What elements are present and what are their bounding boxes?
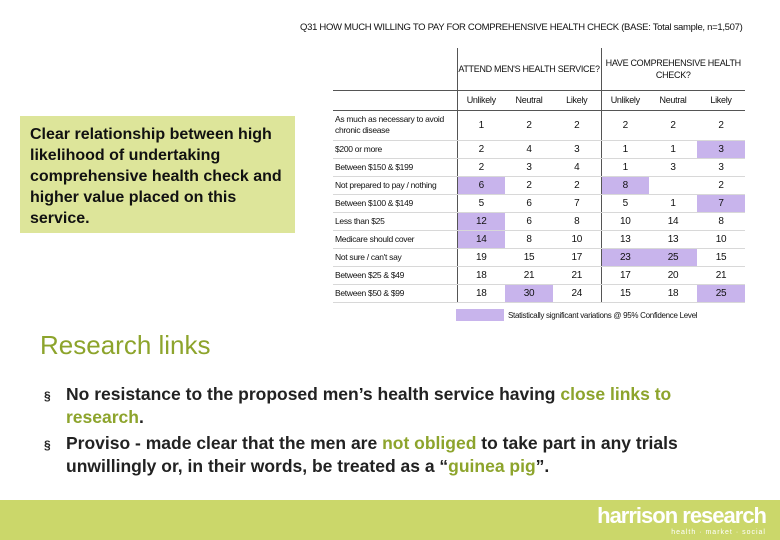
table-row <box>333 230 745 248</box>
table-cell: 3 <box>697 158 745 176</box>
table-cell: 18 <box>649 284 697 302</box>
table-cell: 2 <box>601 110 649 140</box>
table-cell: 2 <box>457 158 505 176</box>
row-label: Not sure / can't say <box>333 248 457 266</box>
bullet-text-part: No resistance to the proposed men’s health service having <box>66 384 561 404</box>
footer-bar <box>0 500 780 540</box>
subheader-cell: Unlikely <box>601 90 649 110</box>
table-row <box>333 194 745 212</box>
table-cell: 2 <box>457 140 505 158</box>
subheader-cell: Neutral <box>505 90 553 110</box>
table-cell: 4 <box>553 158 601 176</box>
table-cell: 15 <box>505 248 553 266</box>
table-cell: 2 <box>649 110 697 140</box>
table-group-header-row <box>333 48 745 90</box>
table-cell: 7 <box>697 194 745 212</box>
table-cell: 6 <box>505 194 553 212</box>
bullet-text-part: Proviso - made clear that the men are <box>66 433 383 453</box>
row-label: Between $50 & $99 <box>333 284 457 302</box>
table-cell: 1 <box>649 140 697 158</box>
logo-name: harrison research <box>597 503 766 528</box>
table-subheader-row <box>333 90 745 110</box>
bullet-text-part: ”. <box>535 456 550 476</box>
table-cell: 6 <box>457 176 505 194</box>
bullet-list <box>44 383 744 481</box>
table-row <box>333 158 745 176</box>
bullet-text <box>66 432 744 478</box>
table-cell <box>649 176 697 194</box>
table-cell: 8 <box>697 212 745 230</box>
logo-tagline: health · market · social <box>671 529 766 536</box>
group-header-health-check: HAVE COMPREHENSIVE HEALTH CHECK? <box>601 48 745 90</box>
table-cell: 13 <box>601 230 649 248</box>
table-row <box>333 140 745 158</box>
table-cell: 10 <box>601 212 649 230</box>
table-legend <box>456 309 697 321</box>
table-cell: 4 <box>505 140 553 158</box>
table-cell: 8 <box>505 230 553 248</box>
table-cell: 10 <box>697 230 745 248</box>
callout-text: Clear relationship between high likelihood of undertaking comprehensive health check and higher value placed on this service. <box>30 126 282 227</box>
table-cell: 25 <box>649 248 697 266</box>
row-label: Between $150 & $199 <box>333 158 457 176</box>
table-cell: 13 <box>649 230 697 248</box>
table-cell: 18 <box>457 284 505 302</box>
survey-table-container <box>333 48 745 303</box>
table-cell: 2 <box>553 176 601 194</box>
bullet-text-part: . <box>138 407 144 427</box>
table-cell: 21 <box>553 266 601 284</box>
bullet-text <box>66 383 744 429</box>
row-label: As much as necessary to avoid chronic disease <box>333 110 457 140</box>
row-label: Between $25 & $49 <box>333 266 457 284</box>
table-cell: 6 <box>505 212 553 230</box>
table-row <box>333 110 745 140</box>
survey-table <box>333 48 745 303</box>
bullet-item <box>44 383 744 429</box>
table-cell: 2 <box>697 110 745 140</box>
table-cell: 1 <box>601 140 649 158</box>
table-cell: 12 <box>457 212 505 230</box>
row-label: Not prepared to pay / nothing <box>333 176 457 194</box>
bullet-item <box>44 432 744 478</box>
table-cell: 8 <box>553 212 601 230</box>
table-cell: 23 <box>601 248 649 266</box>
subheader-cell: Likely <box>697 90 745 110</box>
table-cell: 30 <box>505 284 553 302</box>
table-cell: 1 <box>457 110 505 140</box>
table-cell: 21 <box>697 266 745 284</box>
table-corner <box>333 48 457 90</box>
table-cell: 5 <box>457 194 505 212</box>
table-row <box>333 176 745 194</box>
row-label: Between $100 & $149 <box>333 194 457 212</box>
row-label: $200 or more <box>333 140 457 158</box>
table-cell: 19 <box>457 248 505 266</box>
bullet-highlight: guinea pig <box>448 456 536 476</box>
legend-label: Statistically significant variations @ 95% Confidence Level <box>508 310 698 320</box>
table-cell: 3 <box>553 140 601 158</box>
table-corner-sub <box>333 90 457 110</box>
table-cell: 25 <box>697 284 745 302</box>
table-cell: 8 <box>601 176 649 194</box>
subheader-cell: Neutral <box>649 90 697 110</box>
legend-swatch <box>456 309 504 321</box>
table-cell: 14 <box>649 212 697 230</box>
table-cell: 10 <box>553 230 601 248</box>
table-cell: 7 <box>553 194 601 212</box>
table-row <box>333 266 745 284</box>
table-cell: 3 <box>505 158 553 176</box>
table-cell: 18 <box>457 266 505 284</box>
harrison-research-logo <box>597 504 766 537</box>
row-label: Medicare should cover <box>333 230 457 248</box>
table-title: Q31 HOW MUCH WILLING TO PAY FOR COMPREHENSIVE HEALTH CHECK (BASE: Total sample, n=1,507) <box>300 22 743 33</box>
table-cell: 15 <box>601 284 649 302</box>
table-cell: 2 <box>553 110 601 140</box>
table-cell: 3 <box>697 140 745 158</box>
table-cell: 2 <box>505 176 553 194</box>
table-cell: 21 <box>505 266 553 284</box>
bullet-highlight: close links to research <box>66 384 672 427</box>
table-body <box>333 110 745 302</box>
table-cell: 3 <box>649 158 697 176</box>
table-cell: 17 <box>553 248 601 266</box>
subheader-cell: Unlikely <box>457 90 505 110</box>
table-cell: 20 <box>649 266 697 284</box>
row-label: Less than $25 <box>333 212 457 230</box>
table-row <box>333 212 745 230</box>
table-cell: 15 <box>697 248 745 266</box>
group-header-mens-health-service: ATTEND MEN'S HEALTH SERVICE? <box>457 48 601 90</box>
table-cell: 1 <box>649 194 697 212</box>
callout-box <box>20 116 295 233</box>
bullet-marker: § <box>44 438 51 452</box>
table-cell: 5 <box>601 194 649 212</box>
table-cell: 17 <box>601 266 649 284</box>
table-cell: 1 <box>601 158 649 176</box>
table-cell: 14 <box>457 230 505 248</box>
bullet-marker: § <box>44 389 51 403</box>
subheader-cell: Likely <box>553 90 601 110</box>
bullet-highlight: not obliged <box>382 433 477 453</box>
table-row <box>333 284 745 302</box>
bullet-text-part: to take part in any trials unwillingly or, in their words, be treated as a “ <box>66 433 678 476</box>
table-cell: 24 <box>553 284 601 302</box>
table-cell: 2 <box>697 176 745 194</box>
table-row <box>333 248 745 266</box>
section-title: Research links <box>40 330 211 360</box>
table-cell: 2 <box>505 110 553 140</box>
